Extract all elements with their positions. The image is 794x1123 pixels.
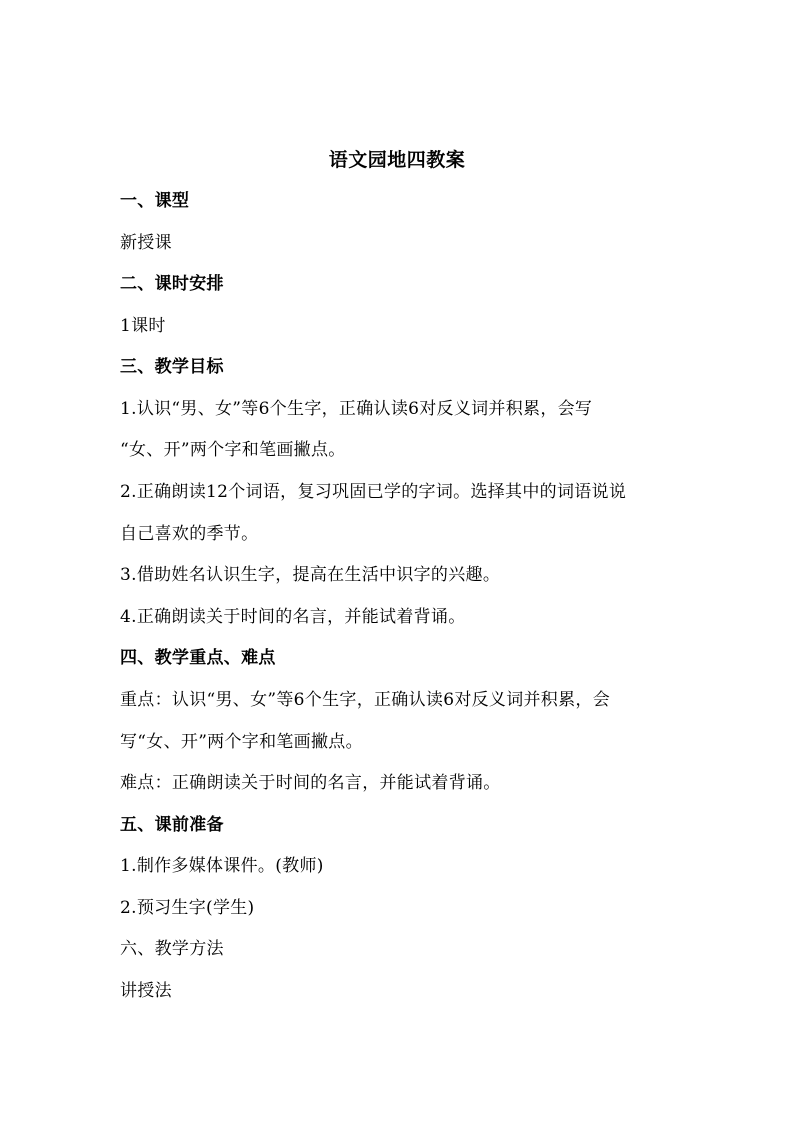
preparation-item-2: 2.预习生字(学生) <box>120 898 255 918</box>
key-point-line-1: 重点：认识“男、女”等6个生字，正确认读6对反义词并积累，会 <box>120 690 611 710</box>
section-heading-lesson-type: 一、课型 <box>120 191 190 211</box>
objective-3: 3.借助姓名认识生字，提高在生活中识字的兴趣。 <box>120 565 501 585</box>
objective-4: 4.正确朗读关于时间的名言，并能试着背诵。 <box>120 607 466 627</box>
section-heading-key-points: 四、教学重点、难点 <box>120 648 276 668</box>
section-heading-schedule: 二、课时安排 <box>120 274 224 294</box>
objective-1-line-2: “女、开”两个字和笔画撇点。 <box>120 440 346 460</box>
document-title: 语文园地四教案 <box>328 149 466 171</box>
lesson-type-text: 新授课 <box>120 233 172 253</box>
objective-2-line-1: 2.正确朗读12个词语，复习巩固已学的字词。选择其中的词语说说 <box>120 482 627 502</box>
key-point-line-2: 写“女、开”两个字和笔画撇点。 <box>120 732 363 752</box>
preparation-item-1: 1.制作多媒体课件。(教师) <box>120 856 324 876</box>
difficult-point: 难点：正确朗读关于时间的名言，并能试着背诵。 <box>120 773 501 793</box>
objective-1-line-1: 1.认识“男、女”等6个生字，正确认读6对反义词并积累，会写 <box>120 399 593 419</box>
section-heading-preparation: 五、课前准备 <box>120 815 224 835</box>
objective-2-line-2: 自己喜欢的季节。 <box>120 524 259 544</box>
methods-text: 讲授法 <box>120 981 172 1001</box>
section-heading-methods: 六、教学方法 <box>120 939 224 959</box>
section-heading-objectives: 三、教学目标 <box>120 357 224 377</box>
schedule-text: 1课时 <box>120 316 166 336</box>
